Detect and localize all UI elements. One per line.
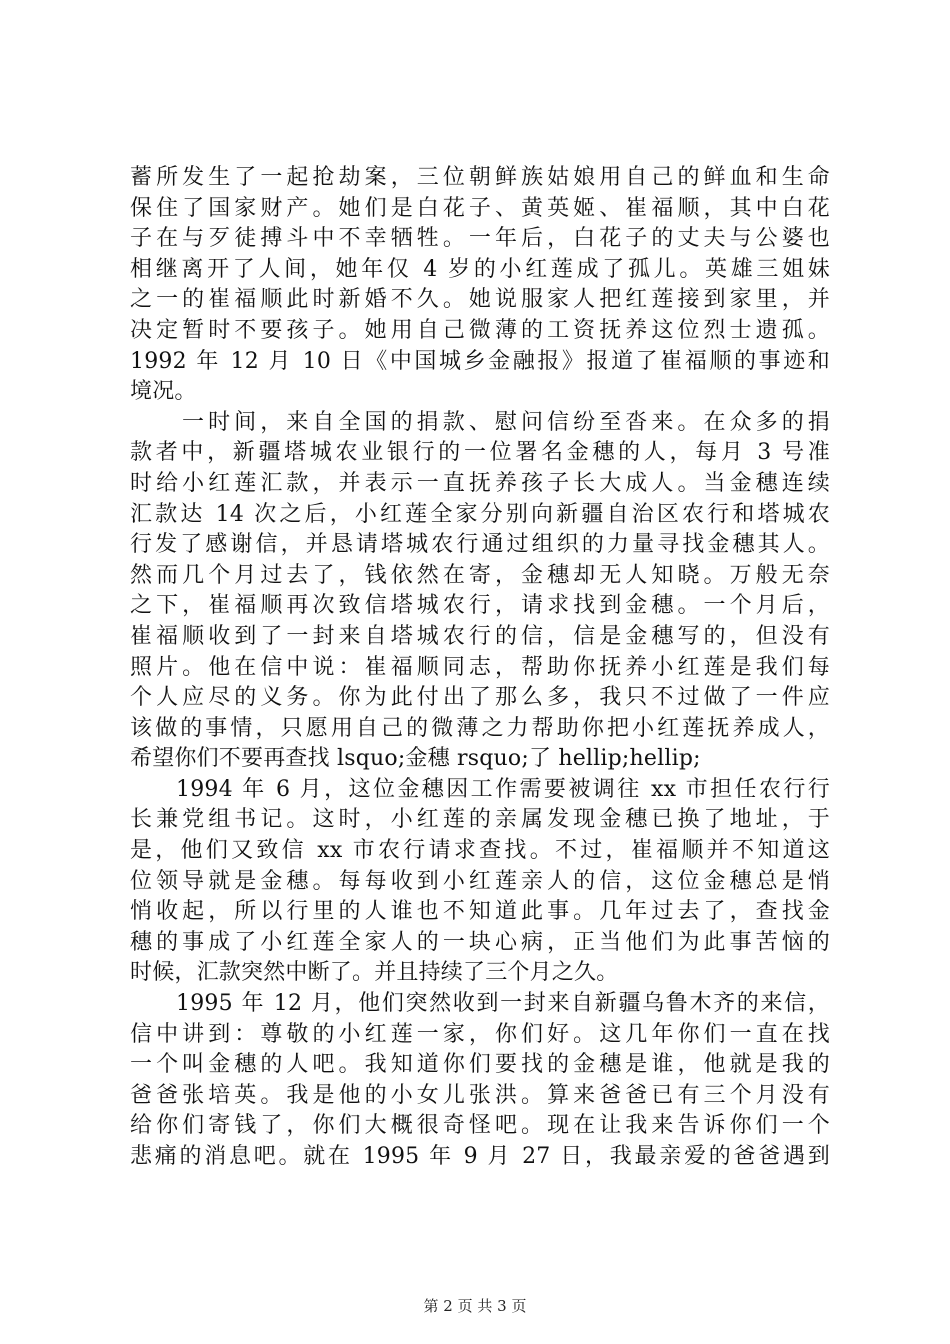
text-line: 崔福顺收到了一封来自塔城农行的信，信是金穗写的，但没有 <box>130 623 830 649</box>
body-text <box>130 163 830 1173</box>
paragraph-start-line: 1994 年 6 月，这位金穗因工作需要被调往 xx 市担任农行行 <box>176 776 830 802</box>
text-line: 长兼党组书记。这时，小红莲的亲属发现金穗已换了地址，于 <box>130 807 830 833</box>
text-line: 境况。 <box>130 379 197 405</box>
text-line: 汇款达 14 次之后，小红莲全家分别向新疆自治区农行和塔城农 <box>130 501 830 527</box>
text-line: 决定暂时不要孩子。她用自己微薄的工资抚养这位烈士遗孤。 <box>130 317 830 343</box>
text-line: 希望你们不要再查找 lsquo;金穗 rsquo;了 hellip;hellip; <box>130 746 701 772</box>
text-line: 悲痛的消息吧。就在 1995 年 9 月 27 日，我最亲爱的爸爸遇到 <box>130 1144 830 1169</box>
text-line: 保住了国家财产。她们是白花子、黄英姬、崔福顺，其中白花 <box>130 195 830 221</box>
text-line: 之一的崔福顺此时新婚不久。她说服家人把红莲接到家里，并 <box>130 287 830 313</box>
text-line: 一个叫金穗的人吧。我知道你们要找的金穗是谁，他就是我的 <box>130 1052 830 1078</box>
text-line: 相继离开了人间，她年仅 4 岁的小红莲成了孤儿。英雄三姐妹 <box>130 256 830 282</box>
text-line: 个人应尽的义务。你为此付出了那么多，我只不过做了一件应 <box>130 685 830 711</box>
text-line: 子在与歹徒搏斗中不幸牺牲。一年后，白花子的丈夫与公婆也 <box>130 226 830 252</box>
text-line: 给你们寄钱了，你们大概很奇怪吧。现在让我来告诉你们一个 <box>130 1113 830 1139</box>
text-line: 信中讲到：尊敬的小红莲一家，你们好。这几年你们一直在找 <box>130 1021 830 1047</box>
text-line: 位领导就是金穗。每每收到小红莲亲人的信，这位金穗总是悄 <box>130 868 830 894</box>
text-line: 然而几个月过去了，钱依然在寄，金穗却无人知晓。万般无奈 <box>130 562 830 588</box>
text-line: 时给小红莲汇款，并表示一直抚养孩子长大成人。当金穗连续 <box>130 470 830 496</box>
text-line: 行发了感谢信，并恳请塔城农行通过组织的力量寻找金穗其人。 <box>130 532 830 558</box>
text-line: 爸爸张培英。我是他的小女儿张洪。算来爸爸已有三个月没有 <box>130 1082 830 1108</box>
page-footer: 第 2 页 共 3 页 <box>423 1297 527 1315</box>
text-line: 之下，崔福顺再次致信塔城农行，请求找到金穗。一个月后， <box>130 593 830 619</box>
text-line: 时候，汇款突然中断了。并且持续了三个月之久。 <box>130 960 619 986</box>
text-line: 是，他们又致信 xx 市农行请求查找。不过，崔福顺并不知道这 <box>130 838 830 864</box>
text-line: 穗的事成了小红莲全家人的一块心病，正当他们为此事苦恼的 <box>130 929 830 955</box>
paragraph-start-line: 1995 年 12 月，他们突然收到一封来自新疆乌鲁木齐的来信， <box>176 991 830 1017</box>
text-line: 照片。他在信中说：崔福顺同志，帮助你抚养小红莲是我们每 <box>130 654 830 680</box>
text-line: 1992 年 12 月 10 日《中国城乡金融报》报道了崔福顺的事迹和 <box>130 348 830 374</box>
text-line: 款者中，新疆塔城农业银行的一位署名金穗的人，每月 3 号准 <box>130 440 830 466</box>
text-line: 该做的事情，只愿用自己的微薄之力帮助你把小红莲抚养成人， <box>130 715 830 741</box>
text-line: 蓄所发生了一起抢劫案，三位朝鲜族姑娘用自己的鲜血和生命 <box>130 165 830 190</box>
text-line: 悄收起，所以行里的人谁也不知道此事。几年过去了，查找金 <box>130 899 830 925</box>
paragraph-start-line: 一时间，来自全国的捐款、慰问信纷至沓来。在众多的捐 <box>182 409 830 435</box>
